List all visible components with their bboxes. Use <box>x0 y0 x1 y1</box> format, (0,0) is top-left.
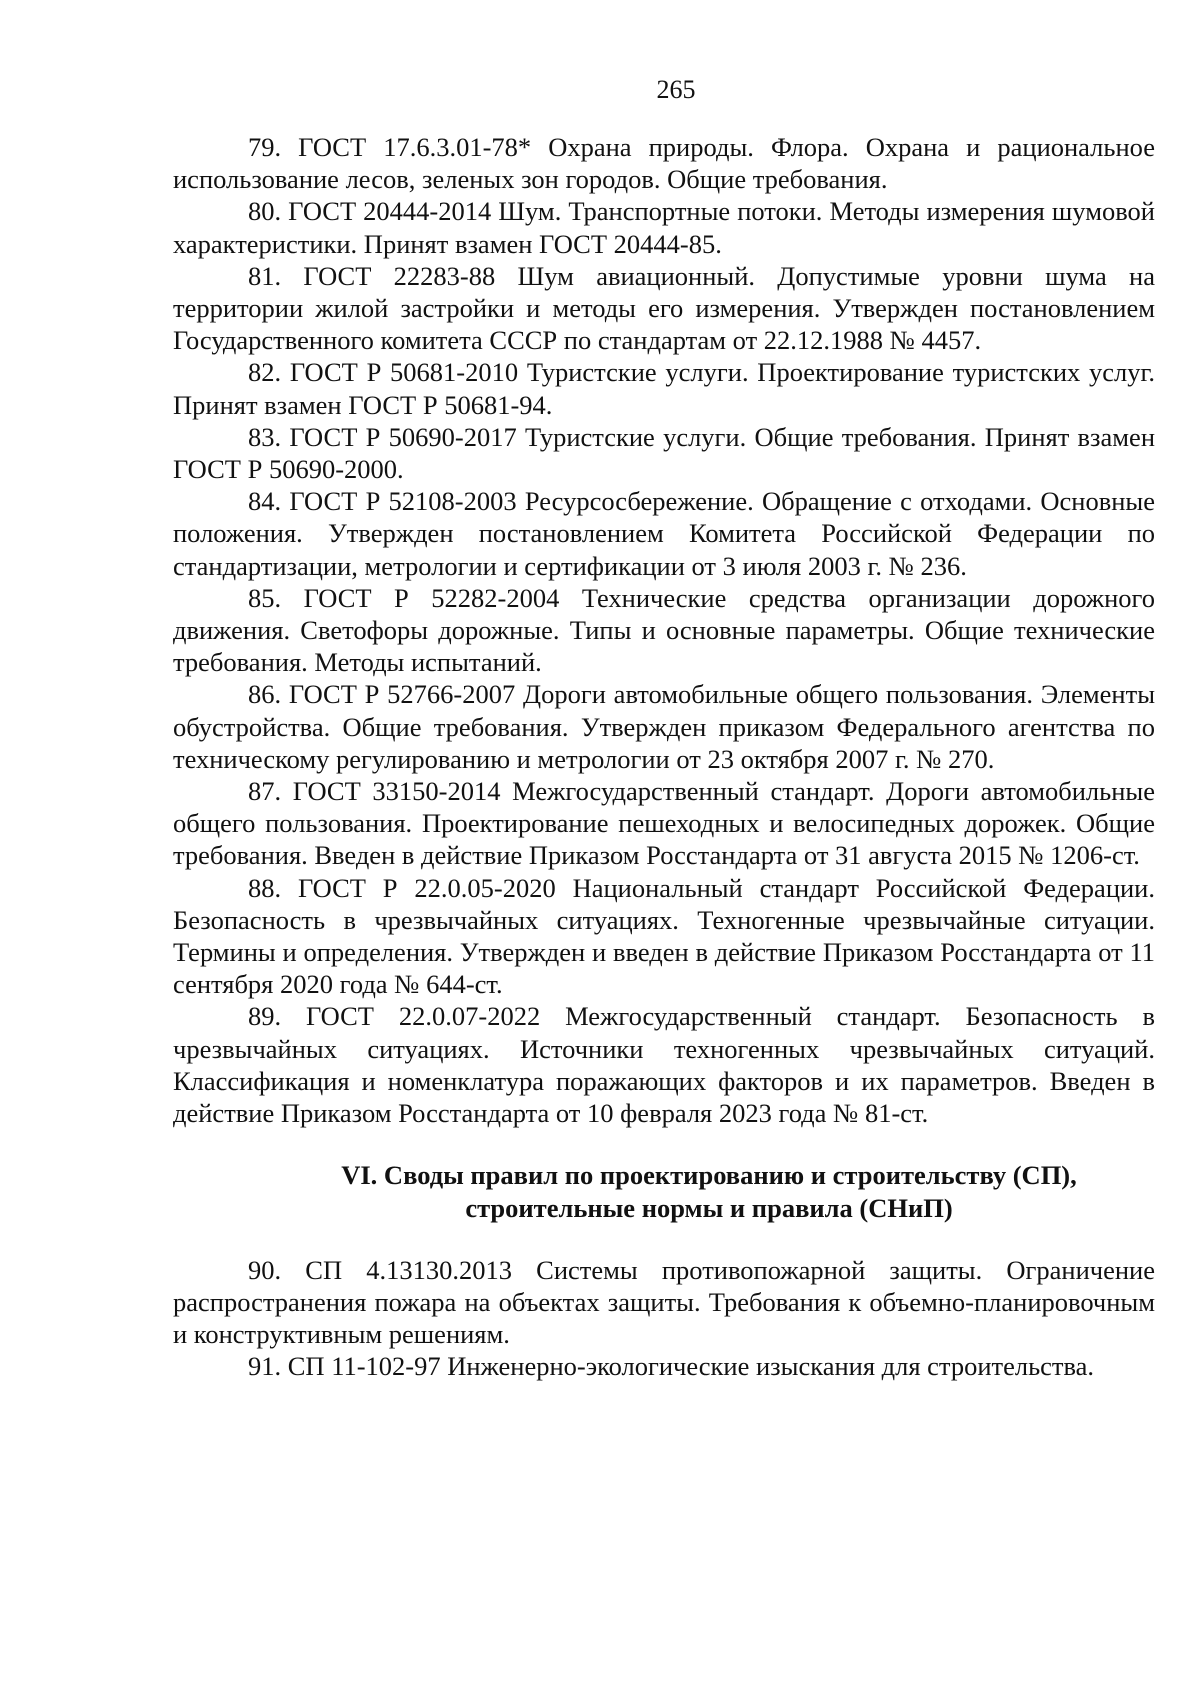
list-item-85: 85. ГОСТ Р 52282-2004 Технические средства организации дорожного движения. Светофоры дорожные. Типы и основные параметры. Общие технические требования. Методы испытаний. <box>173 582 1155 678</box>
list-item-79: 79. ГОСТ 17.6.3.01-78* Охрана природы. Флора. Охрана и рациональное использование лесов, зеленых зон городов. Общие требования. <box>173 132 1155 195</box>
document-body <box>173 131 1155 1383</box>
list-item-80: 80. ГОСТ 20444-2014 Шум. Транспортные потоки. Методы измерения шумовой характеристики. Принят взамен ГОСТ 20444-85. <box>173 196 1155 259</box>
list-item-83: 83. ГОСТ Р 50690-2017 Туристские услуги. Общие требования. Принят взамен ГОСТ Р 50690-2000. <box>173 421 1155 485</box>
list-item-88: 88. ГОСТ Р 22.0.05-2020 Национальный стандарт Российской Федерации. Безопасность в чрезвычайных ситуациях. Техногенные чрезвычайные ситуации. Термины и определения. Утвержден и введен в действие Приказом Росстандарта от 11 сентября 2020 года № 644-ст. <box>173 872 1155 1000</box>
section-heading <box>173 1159 1155 1223</box>
list-item-91: 91. СП 11-102-97 Инженерно-экологические изыскания для строительства. <box>248 1351 1095 1382</box>
list-item-90: 90. СП 4.13130.2013 Системы противопожарной защиты. Ограничение распространения пожара на объектах защиты. Требования к объемно-планировочным и конструктивным решениям. <box>173 1254 1155 1350</box>
section-heading-line-1: VI. Своды правил по проектированию и строительству (СП), <box>341 1160 1077 1191</box>
list-item-84: 84. ГОСТ Р 52108-2003 Ресурсосбережение. Обращение с отходами. Основные положения. Утвержден постановлением Комитета Российской Федерации по стандартизации, метрологии и сертификации от 3 июля 2003 г. № 236. <box>173 486 1155 581</box>
list-item-89: 89. ГОСТ 22.0.07-2022 Межгосударственный стандарт. Безопасность в чрезвычайных ситуациях. Источники техногенных чрезвычайных ситуаций. Классификация и номенклатура поражающих факторов и их параметров. Введен в действие Приказом Росстандарта от 10 февраля 2023 года № 81-ст. <box>173 1001 1155 1129</box>
list-item-86: 86. ГОСТ Р 52766-2007 Дороги автомобильные общего пользования. Элементы обустройства. Общие требования. Утвержден приказом Федерального агентства по техническому регулированию и метрологии от 23 октября 2007 г. № 270. <box>173 679 1155 774</box>
page-number: 265 <box>656 75 696 104</box>
list-item-82: 82. ГОСТ Р 50681-2010 Туристские услуги. Проектирование туристских услуг. Принят взамен ГОСТ Р 50681-94. <box>173 357 1155 420</box>
section-heading-line-2: строительные нормы и правила (СНиП) <box>465 1192 953 1223</box>
list-item-81: 81. ГОСТ 22283-88 Шум авиационный. Допустимые уровни шума на территории жилой застройки и методы его измерения. Утвержден постановлением Государственного комитета СССР по стандартам от 22.12.1988 № 4457. <box>173 260 1155 356</box>
list-item-87: 87. ГОСТ 33150-2014 Межгосударственный стандарт. Дороги автомобильные общего пользования. Проектирование пешеходных и велосипедных дорожек. Общие требования. Введен в действие Приказом Росстандарта от 31 августа 2015 № 1206-ст. <box>173 776 1155 871</box>
